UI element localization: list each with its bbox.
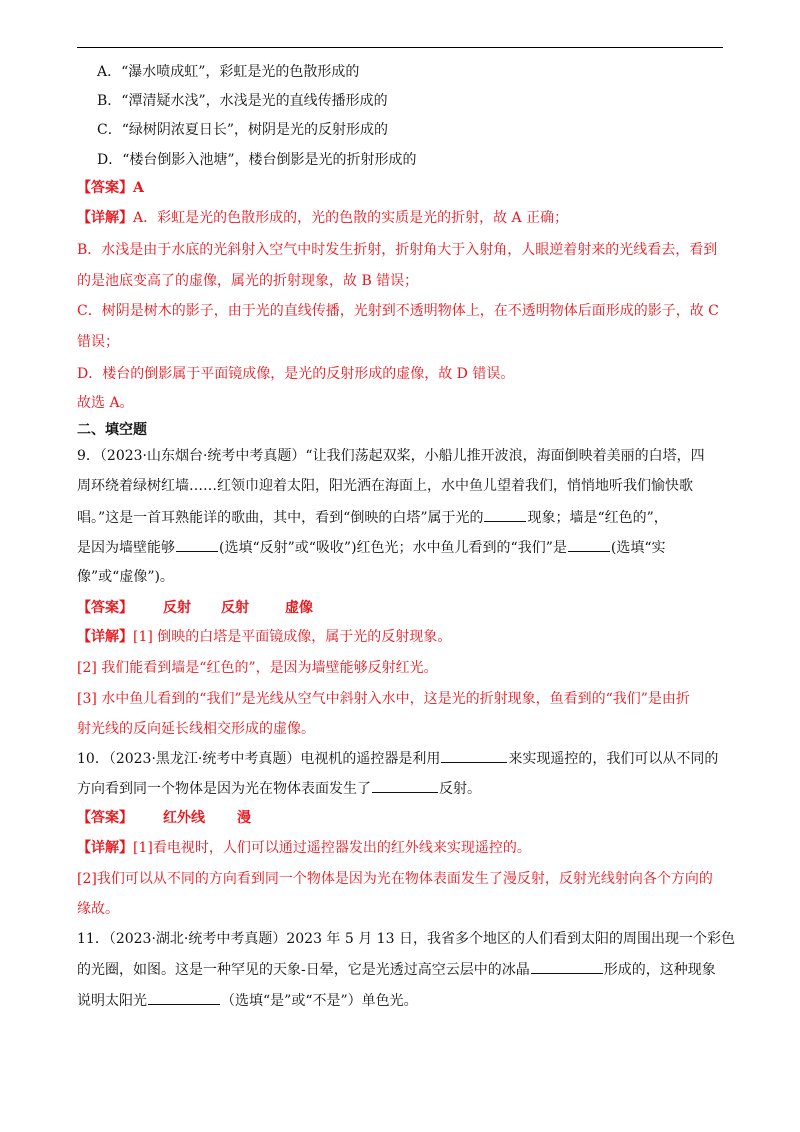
option-b: B．“潭清疑水浅”，水浅是光的直线传播形成的 (97, 93, 388, 109)
q9-line (77, 507, 668, 527)
answer-blank[interactable] (148, 990, 220, 1005)
q11-text: 说明太阳光 (77, 993, 147, 1009)
q10-detail-line (77, 838, 531, 858)
answer-blank[interactable] (372, 778, 438, 793)
q9-detail-line: 射光线的反向延长线相交形成的虚像。 (77, 721, 315, 737)
q9-text: (选填“反射”或“吸收”)红色光；水中鱼儿看到的“我们”是 (219, 540, 567, 556)
q9-detail-line: [3] 水中鱼儿看到的“我们”是光线从空气中斜射入水中，这是光的折射现象，鱼看到的“我们”是由折 (77, 691, 690, 707)
answer-blank[interactable] (531, 959, 603, 974)
option-d: D．“楼台倒影入池塘”，楼台倒影是光的折射形成的 (97, 152, 417, 168)
detail-text: [1] 倒映的白塔是平面镜成像，属于光的反射现象。 (133, 629, 452, 645)
q8-detail-line: 的是池底变高了的虚像，属光的折射现象，故 B 错误； (77, 273, 419, 289)
q10-answer (77, 808, 251, 828)
q9-detail-line: [2] 我们能看到墙是“红色的”，是因为墙壁能够反射红光。 (77, 660, 438, 676)
q9-answer (77, 598, 313, 618)
answer-value: 反射 (163, 600, 191, 616)
detail-text: [1]看电视时，人们可以通过遥控器发出的红外线来实现遥控的。 (133, 840, 531, 856)
q10-text: 方向看到同一个物体是因为光在物体表面发生了 (77, 781, 371, 797)
answer-label: 【答案】 (77, 600, 133, 616)
option-c: C．“绿树阴浓夏日长”，树阴是光的反射形成的 (97, 122, 389, 138)
q10-detail-line: 缘故。 (77, 901, 119, 917)
answer-label: 【答案】 (77, 180, 133, 196)
q8-detail-line: D．楼台的倒影属于平面镜成像，是光的反射形成的虚像，故 D 错误。 (77, 366, 515, 382)
q10-line (77, 778, 481, 798)
q11-line (77, 959, 716, 979)
q8-detail-line: 错误； (77, 334, 119, 350)
q11-text: 形成的，这种现象 (603, 962, 716, 978)
answer-blank[interactable] (176, 537, 218, 552)
section-title: 二、填空题 (77, 422, 147, 438)
answer-value: 虚像 (285, 600, 313, 616)
q10-line (77, 748, 718, 768)
q11-text: 的光圈，如图。这是一种罕见的天象-日晕，它是光透过高空云层中的冰晶 (77, 962, 530, 978)
q9-text: 现象；墙是“红色的”， (527, 510, 668, 526)
q10-detail-line: [2]我们可以从不同的方向看到同一个物体是因为光在物体表面发生了漫反射，反射光线射向各个方向的 (77, 871, 713, 887)
answer-value: 红外线 (163, 810, 205, 826)
answer-blank[interactable] (441, 748, 507, 763)
detail-text: A．彩虹是光的色散形成的，光的色散的实质是光的折射，故 A 正确； (133, 210, 569, 226)
option-a: A．“瀑水喷成虹”，彩虹是光的色散形成的 (97, 64, 360, 80)
q8-detail-line (77, 208, 568, 228)
answer-value: 漫 (237, 810, 251, 826)
q9-line: 9．（2023·山东烟台·统考中考真题）“让我们荡起双桨，小船儿推开波浪，海面倒映着美丽的白塔，四 (77, 448, 705, 464)
q8-answer (77, 178, 144, 198)
answer-label: 【答案】 (77, 810, 133, 826)
q8-detail-line: C．树阴是树木的影子，由于光的直线传播，光射到不透明物体上，在不透明物体后面形成的影子，故 C (77, 303, 719, 319)
q9-text: (选填“实 (610, 540, 666, 556)
q9-text: 唱。”这是一首耳熟能详的歌曲，其中，看到“倒映的白塔”属于光的 (77, 510, 484, 526)
header-rule (77, 47, 723, 48)
q11-text: （选填“是”或“不是”）单色光。 (221, 993, 418, 1009)
q10-text: 反射。 (439, 781, 481, 797)
q10-text: 来实现遥控的，我们可以从不同的 (508, 751, 719, 767)
q11-line (77, 990, 418, 1010)
answer-blank[interactable] (484, 507, 526, 522)
answer-blank[interactable] (568, 537, 610, 552)
q9-line (77, 537, 666, 557)
answer-value: A (133, 180, 144, 196)
q8-detail-line: 故选 A。 (77, 395, 134, 411)
detail-label: 【详解】 (77, 210, 133, 226)
q9-detail-line (77, 627, 451, 647)
detail-label: 【详解】 (77, 629, 133, 645)
detail-label: 【详解】 (77, 840, 133, 856)
q11-line: 11．（2023·湖北·统考中考真题）2023 年 5 月 13 日，我省多个地区的人们看到太阳的周围出现一个彩色 (77, 931, 735, 947)
q8-detail-line: B．水浅是由于水底的光斜射入空气中时发生折射，折射角大于入射角，人眼逆着射来的光线看去，看到 (77, 242, 718, 258)
answer-value: 反射 (221, 600, 249, 616)
q9-line: 像”或“虚像”)。 (77, 569, 174, 585)
q10-text: 10．（2023·黑龙江·统考中考真题）电视机的遥控器是利用 (77, 751, 441, 767)
q9-text: 是因为墙壁能够 (77, 540, 175, 556)
q9-line: 周环绕着绿树红墙……红领巾迎着太阳，阳光洒在海面上，水中鱼儿望着我们，悄悄地听我们愉快歌 (77, 478, 693, 494)
